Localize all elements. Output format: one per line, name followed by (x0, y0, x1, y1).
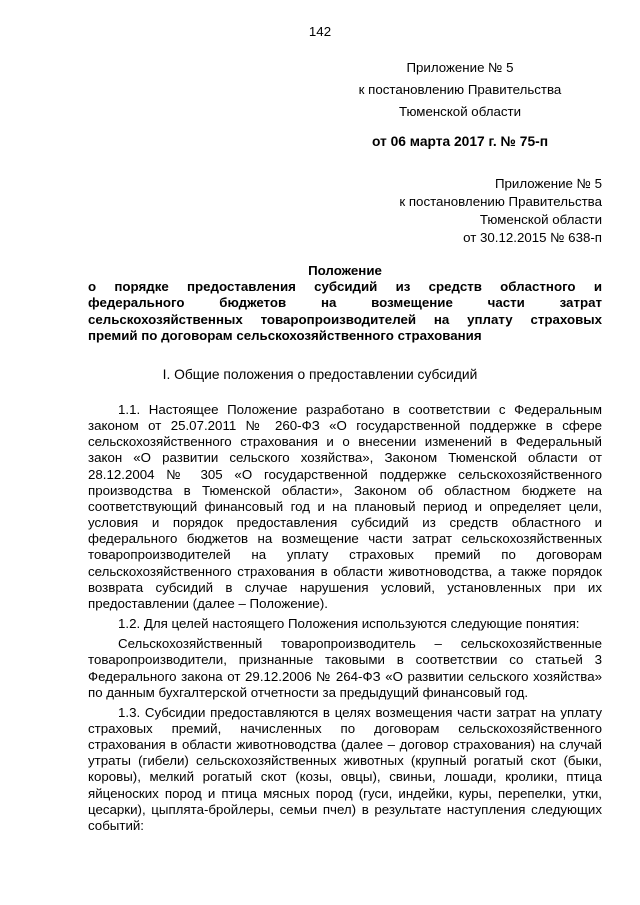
annex-previous (399, 175, 602, 247)
annex-current-line1: к постановлению Правительства (358, 82, 562, 97)
paragraph-definition: Сельскохозяйственный товаропроизводитель – сельскохозяйственные товаропроизводители, признанные таковыми в соответствии со статьей 3 Федерального закона от 29.12.2006 № 264-ФЗ «О развитии сельского хозяйства» по данным бухгалтерской отчетности за предыдущий финансовый год. (88, 636, 602, 700)
heading-line3: сельскохозяйственных товаропроизводителей на уплату страховых (88, 311, 602, 327)
heading-line2: федерального бюджетов на возмещение части затрат (88, 295, 602, 311)
annex-current-decree: от 06 марта 2017 г. № 75-п (371, 134, 549, 149)
annex-previous-line2: Тюменской области (479, 212, 602, 227)
heading-line1: о порядке предоставления субсидий из средств областного и (88, 279, 602, 295)
section-title: I. Общие положения о предоставлении субсидий (162, 367, 478, 382)
heading-line4: премий по договорам сельскохозяйственного страхования (88, 327, 482, 343)
annex-previous-line1: к постановлению Правительства (399, 194, 602, 209)
paragraph-1-3: 1.3. Субсидии предоставляются в целях возмещения части затрат на уплату страховых премий, начисленных по договорам сельскохозяйственного страхования в области животноводства (далее – договор страхования) на случай утраты (гибели) сельскохозяйственных животных (крупный рогатый скот (быки, коровы), мелкий рогатый скот (козы, овцы), свиньи, лошади, кролики, птица яйценоских пород и птица мясных пород (гуси, индейки, куры, перепелки, утки, цесарки), цыплята-бройлеры, семьи пчел) в результате наступления следующих событий: (88, 704, 602, 833)
page-number: 142 (308, 24, 332, 39)
annex-current (320, 57, 600, 153)
annex-previous-title: Приложение № 5 (494, 176, 602, 191)
annex-current-title: Приложение № 5 (406, 60, 514, 75)
annex-previous-decree: от 30.12.2015 № 638-п (463, 230, 602, 245)
paragraph-1-1: 1.1. Настоящее Положение разработано в соответствии с Федеральным законом от 25.07.2011 № 260-ФЗ «О государственной поддержке в сфере сельскохозяйственного страхования и о внесении изменений в Федеральный закон «О развитии сельского хозяйства», Законом Тюменской области от 28.12.2004 № 305 «О государственной поддержке сельскохозяйственного производства в Тюменской области», Законом об областном бюджете на соответствующий финансовый год и на плановый период и определяет цели, условия и порядок предоставления субсидий из средств областного и федерального бюджетов на возмещение части затрат сельскохозяйственных товаропроизводителей на уплату страховых премий по договорам сельскохозяйственного страхования в области животноводства, а также порядок возврата субсидий в случае нарушения условий, установленных при их предоставлении (далее – Положение). (88, 402, 602, 611)
document-body (88, 402, 602, 834)
heading-title: Положение (308, 263, 382, 278)
annex-current-line2: Тюменской области (398, 104, 522, 119)
document-heading (88, 263, 602, 344)
paragraph-1-2: 1.2. Для целей настоящего Положения используются следующие понятия: (118, 616, 580, 632)
